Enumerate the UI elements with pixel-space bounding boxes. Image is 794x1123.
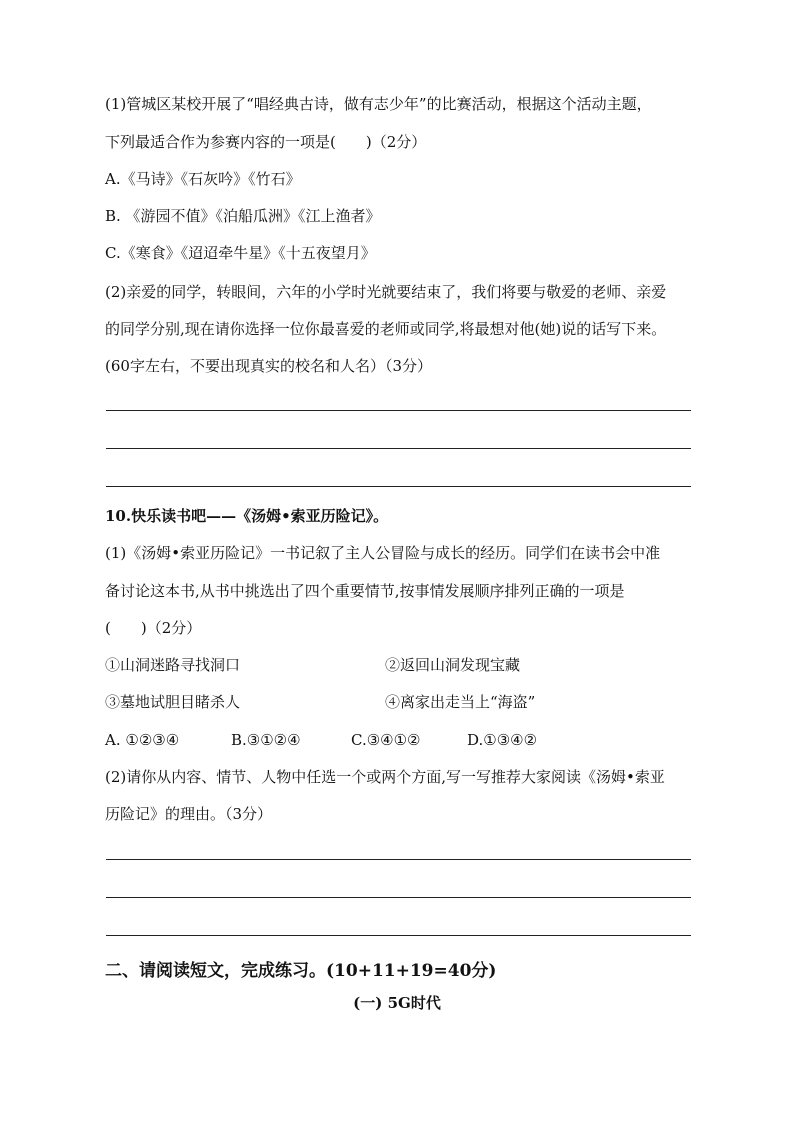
q10-plot-items-row1 [105,654,520,676]
plot-item-3: ③墓地试胆目睹杀人 [105,693,241,711]
q10-option-c: C.③④①② [351,731,421,749]
q9-part2-line3: (60字左右，不要出现真实的校名和人名）（3分） [105,357,432,375]
q10-title: 10.快乐读书吧——《汤姆•索亚历险记》。 [105,507,389,525]
answer-line[interactable] [106,935,691,936]
q9-option-c: C.《寒食》《迢迢牵牛星》《十五夜望月》 [105,244,376,262]
section-heading: 二、请阅读短文，完成练习。(10+11+19=40分) [105,961,497,981]
q9-part1-line1: (1)管城区某校开展了“唱经典古诗，做有志少年”的比赛活动，根据这个活动主题， [105,95,652,113]
answer-line[interactable] [106,448,691,449]
q10-option-d: D.①③④② [467,731,538,749]
plot-item-1: ①山洞迷路寻找洞口 [105,656,241,674]
q10-options [105,729,537,751]
q9-part1-line2: 下列最适合作为参赛内容的一项是( )（2分） [105,133,427,151]
q9-option-b: B. 《游园不值》《泊船瓜洲》《江上渔者》 [105,207,381,225]
answer-line[interactable] [106,410,691,411]
q10-part1-line1: (1)《汤姆•索亚历险记》一书记叙了主人公冒险与成长的经历。同学们在读书会中准 [105,544,661,562]
q9-part2-line2: 的同学分别,现在请你选择一位你最喜爱的老师或同学,将最想对他(她)说的话写下来。 [105,320,667,338]
answer-line[interactable] [106,859,691,860]
plot-item-2: ②返回山洞发现宝藏 [385,656,521,674]
q10-option-a: A. ①②③④ [105,731,180,749]
q10-part2-line1: (2)请你从内容、情节、人物中任选一个或两个方面,写一写推荐大家阅读《汤姆•索亚 [105,768,665,786]
q9-option-a: A.《马诗》《石灰吟》《竹石》 [105,170,301,188]
answer-line[interactable] [106,486,691,487]
q10-part2-line2: 历险记》的理由。（3分） [105,805,273,823]
section-subheading: (一) 5G时代 [353,994,441,1012]
q10-part1-line3: ( )（2分） [105,619,202,637]
q9-part2-line1: (2)亲爱的同学，转眼间，六年的小学时光就要结束了，我们将要与敬爱的老师、亲爱 [105,283,667,301]
plot-item-4: ④离家出走当上“海盗” [385,693,536,711]
q10-part1-line2: 备讨论这本书,从书中挑选出了四个重要情节,按事情发展顺序排列正确的一项是 [105,582,625,600]
answer-line[interactable] [106,897,691,898]
q10-plot-items-row2 [105,691,535,713]
q10-option-b: B.③①②④ [231,731,301,749]
